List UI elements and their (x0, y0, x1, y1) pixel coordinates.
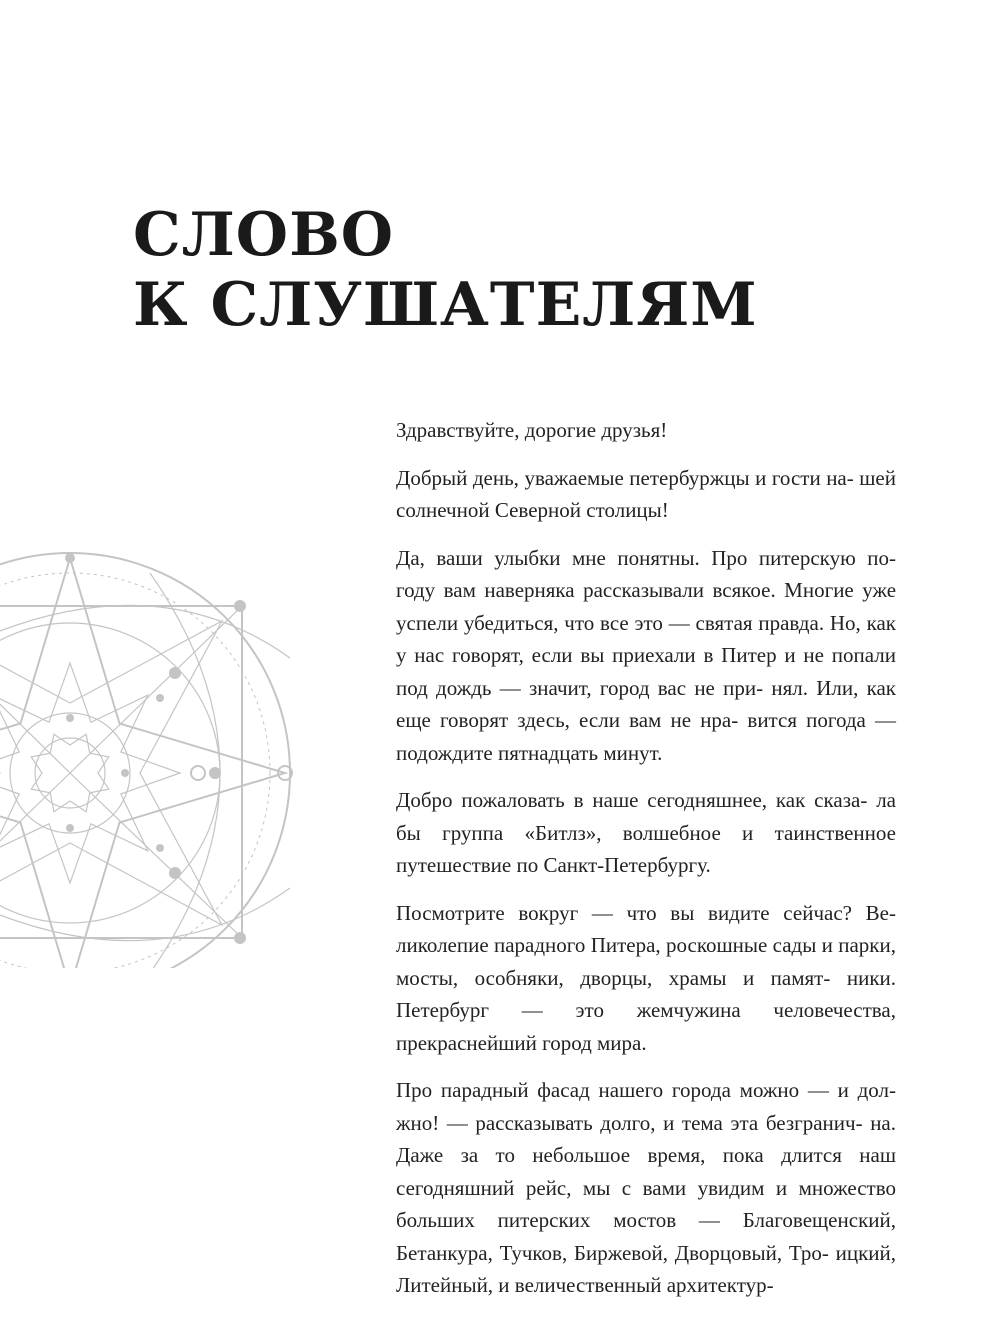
chapter-title-line-1: СЛОВО (133, 200, 395, 270)
chapter-title-line-2: К СЛУШАТЕЛЯМ (133, 270, 758, 340)
body-text (396, 414, 896, 1317)
paragraph: Про парадный фасад нашего города можно — и дол- жно! — рассказывать долго, и тема эта безгранич- на. Даже за то небольшое время, пока длится наш сегодняшний рейс, мы с вами увидим и множество больших питерских мостов — Благовещенский, Бетанкура, Тучков, Биржевой, Дворцовый, Тро- ицкий, Литейный, и величественный архитектур- (396, 1078, 897, 1297)
chapter-title (133, 200, 758, 340)
paragraph: Да, ваши улыбки мне понятны. Про питерскую по- году вам наверняка рассказывали всякое. Многие уже успели убедиться, что все это — святая правда. Но, как у нас говорят, если вы приехали в Питер и не попали под дождь — значит, город вас не при- нял. Или, как еще говорят здесь, если вам не нра- вится погода — подождите пятнадцать минут. (396, 545, 897, 765)
paragraph: Здравствуйте, дорогие друзья! (396, 418, 668, 442)
sacred-geometry-icon (0, 538, 310, 968)
paragraph: Посмотрите вокруг — что вы видите сейчас? Ве- ликолепие парадного Питера, роскошные сады и парки, мосты, особняки, дворцы, храмы и памят- ники. Петербург — это жемчужина человечества, прекраснейший город мира. (396, 900, 897, 1055)
paragraph: Добрый день, уважаемые петербуржцы и гости на- шей солнечной Северной столицы! (396, 465, 896, 522)
paragraph: Добро пожаловать в наше сегодняшнее, как сказа- ла бы группа «Битлз», волшебное и таинственное путешествие по Санкт-Петербургу. (396, 788, 896, 877)
